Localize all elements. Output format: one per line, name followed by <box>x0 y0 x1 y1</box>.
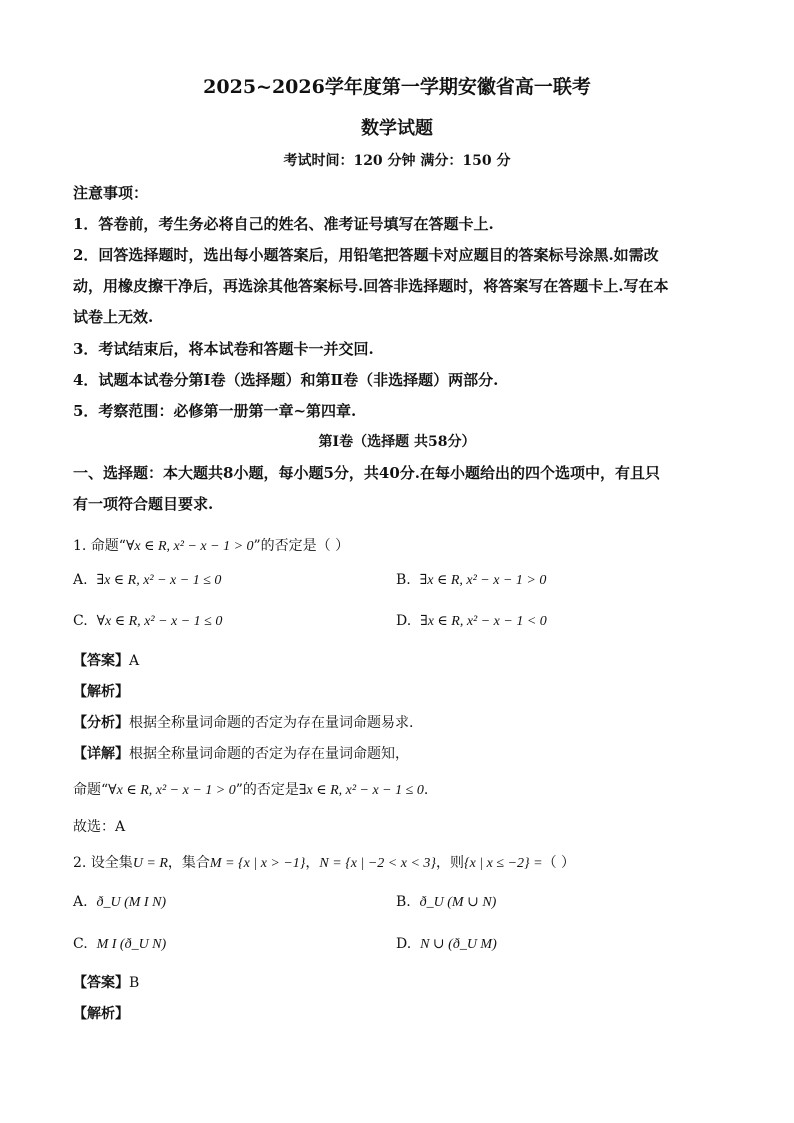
q1-xiangjie: 【详解】根据全称量词命题的否定为存在量词命题知， <box>73 746 409 762</box>
note-item: 动，用橡皮擦干净后，再选涂其他答案标号.回答非选择题时，将答案写在答题卡上.写在本 <box>73 277 669 295</box>
q1-choice: 故选：A <box>73 819 126 835</box>
q2-option-c: C. M I (ð_U N) <box>73 936 167 952</box>
question-1-stem: 1. 命题“∀x ∈ R, x² − x − 1 > 0”的否定是（ ） <box>73 538 350 554</box>
exam-title: 2025~2026学年度第一学期安徽省高一联考 <box>203 76 591 98</box>
q1-option-c: C. ∀x ∈ R, x² − x − 1 ≤ 0 <box>73 613 223 629</box>
note-item: 4．试题本试卷分第Ⅰ卷（选择题）和第Ⅱ卷（非选择题）两部分. <box>73 371 499 389</box>
q1-conclusion: 命题“∀x ∈ R, x² − x − 1 > 0”的否定是∃x ∈ R, x² − x − 1 ≤ 0. <box>73 782 429 798</box>
q1-option-a: A. ∃x ∈ R, x² − x − 1 ≤ 0 <box>73 572 222 588</box>
note-item: 5．考察范围：必修第一册第一章~第四章. <box>73 402 357 420</box>
q1-analysis-tag: 【解析】 <box>73 684 129 700</box>
note-item: 试卷上无效. <box>73 308 154 326</box>
q2-option-d: D. N ∪ (ð_U M) <box>396 936 497 952</box>
q1-answer: 【答案】A <box>73 653 140 669</box>
section-instructions: 一、选择题：本大题共8小题，每小题5分，共40分.在每小题给出的四个选项中，有且只 <box>73 464 660 482</box>
exam-info: 考试时间：120 分钟 满分：150 分 <box>283 153 511 169</box>
q2-option-a: A. ð_U (M I N) <box>73 894 167 910</box>
q1-fenxi: 【分析】根据全称量词命题的否定为存在量词命题易求. <box>73 715 414 731</box>
q1-option-b: B. ∃x ∈ R, x² − x − 1 > 0 <box>396 572 547 588</box>
part1-header: 第Ⅰ卷（选择题 共58分） <box>318 434 476 450</box>
notes-heading: 注意事项： <box>73 184 149 202</box>
question-2-stem: 2. 设全集U = R，集合M = {x | x > −1}，N = {x | −2 < x < 3}，则{x | x ≤ −2} =（ ） <box>73 855 576 871</box>
note-item: 3．考试结束后，将本试卷和答题卡一并交回. <box>73 340 374 358</box>
subject-title: 数学试题 <box>361 118 433 139</box>
note-item: 1．答卷前，考生务必将自己的姓名、准考证号填写在答题卡上. <box>73 215 494 233</box>
note-item: 2．回答选择题时，选出每小题答案后，用铅笔把答题卡对应题目的答案标号涂黑.如需改 <box>73 246 659 264</box>
q2-option-b: B. ð_U (M ∪ N) <box>396 894 497 910</box>
q2-analysis-tag: 【解析】 <box>73 1006 129 1022</box>
section-instructions: 有一项符合题目要求. <box>73 495 214 513</box>
math-expression: ∀x ∈ R, x² − x − 1 > 0 <box>125 539 254 554</box>
q2-answer: 【答案】B <box>73 975 140 991</box>
q1-option-d: D. ∃x ∈ R, x² − x − 1 < 0 <box>396 613 547 629</box>
